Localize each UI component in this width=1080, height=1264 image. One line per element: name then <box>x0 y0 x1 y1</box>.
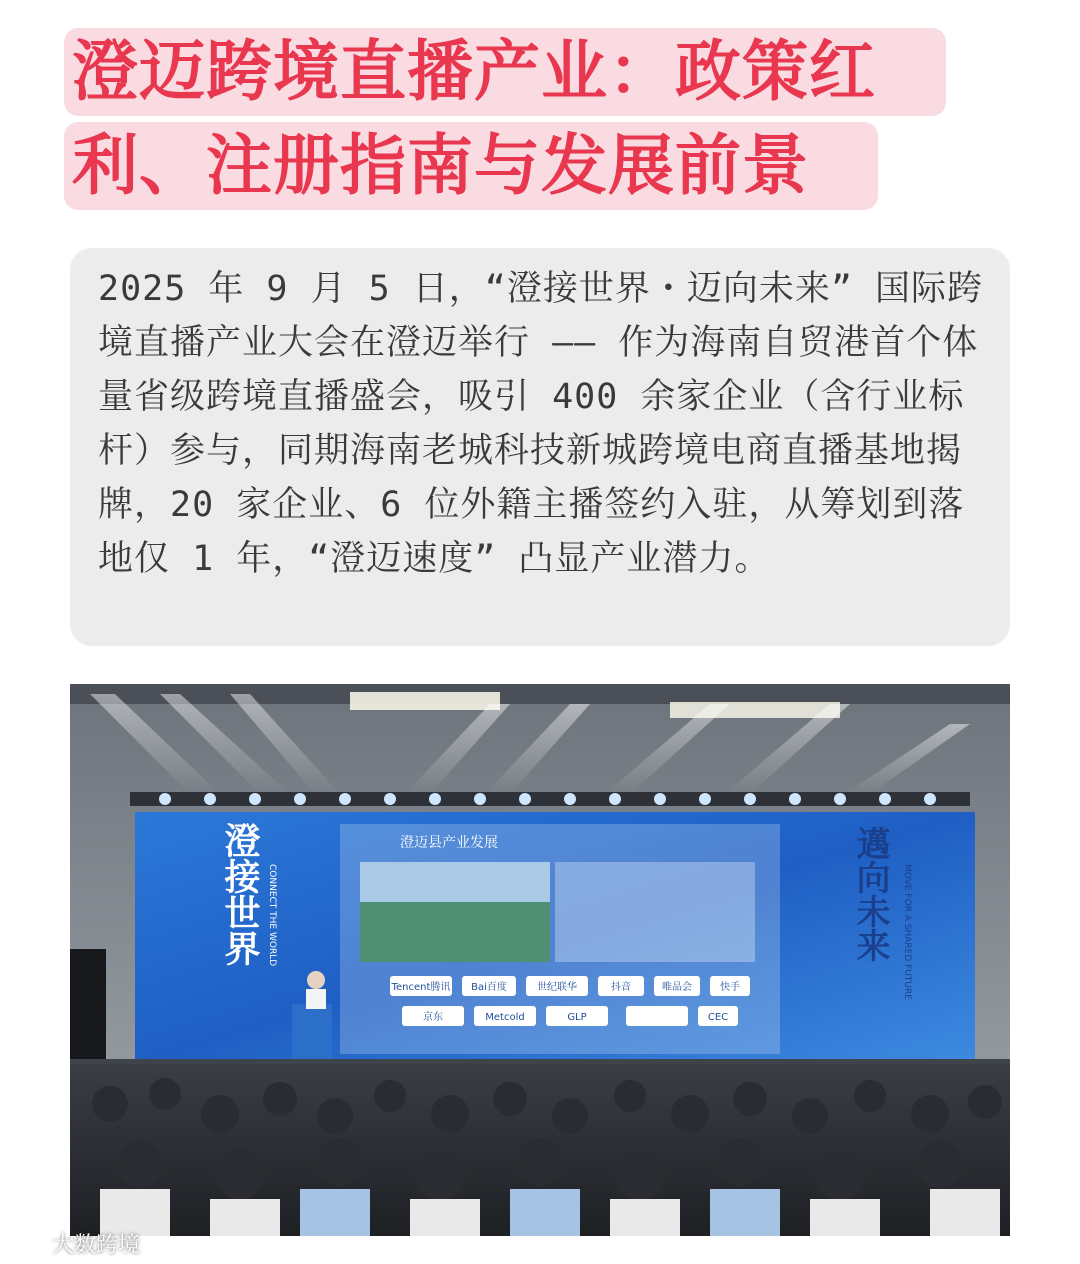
logo-jd: 京东 <box>423 1012 443 1023</box>
conference-photo <box>70 684 1010 1236</box>
logo-glp: GLP <box>567 1012 587 1023</box>
stage-left-english: CONNECT THE WORLD <box>267 864 277 967</box>
article-title-line-1: 澄迈跨境直播产业：政策红 <box>64 28 946 116</box>
watermark-text: 大数跨境 <box>52 1233 141 1258</box>
logo-lianhua: 世纪联华 <box>537 982 577 993</box>
svg-text:邁向未来: 邁向未来 <box>850 826 890 962</box>
intro-paragraph-box <box>70 248 1010 646</box>
logo-vip: 唯品会 <box>662 982 692 993</box>
stage-right-slogan <box>850 826 890 962</box>
watermark <box>10 1228 140 1259</box>
article-title-line-2: 利、注册指南与发展前景 <box>64 122 878 210</box>
logo-kuaishou: 快手 <box>720 982 740 993</box>
stage-right-english: MOVE FOR A SHARED FUTURE <box>902 864 912 1000</box>
logo-douyin: 抖音 <box>611 982 631 993</box>
weibo-logo-icon <box>10 1231 46 1257</box>
svg-text:澄接世界: 澄接世界 <box>219 822 261 966</box>
logo-baidu: Bai百度 <box>471 982 507 993</box>
logo-tencent: Tencent腾讯 <box>391 982 451 993</box>
logo-metcold: Metcold <box>485 1012 525 1023</box>
stage-left-slogan <box>219 822 261 966</box>
logo-cec: CEC <box>707 1012 729 1023</box>
intro-paragraph: 2025 年 9 月 5 日，“澄接世界・迈向未来” 国际跨境直播产业大会在澄迈举行 —— 作为海南自贸港首个体量省级跨境直播盛会，吸引 400 余家企业（含行业标杆）参与，同期海南老城科技新城跨境电商直播基地揭牌，20 家企业、6 位外籍主播签约入驻，从筹划到落地仅 1 年，“澄迈速度” 凸显产业潜力。 <box>98 269 984 579</box>
screen-heading: 澄迈县产业发展 <box>400 835 498 851</box>
